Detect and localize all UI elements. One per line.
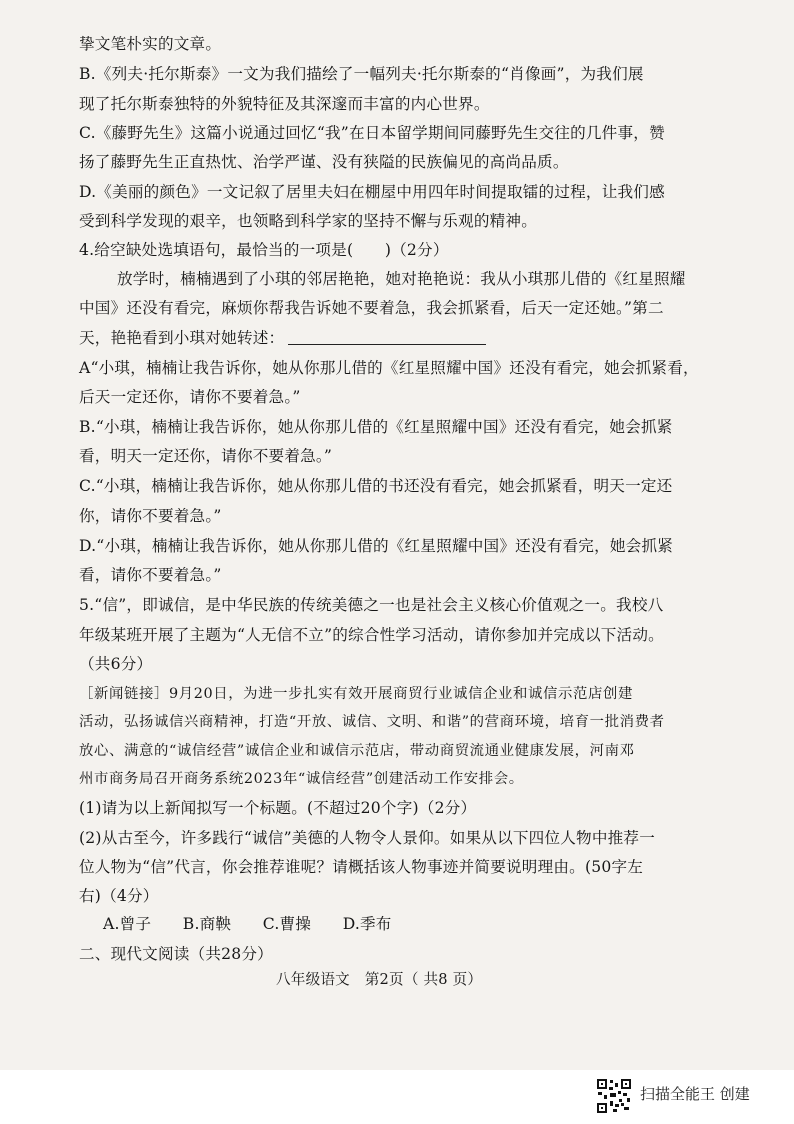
text-line: 右)（4分） xyxy=(79,887,159,905)
option-b-line: B.《列夫·托尔斯泰》一文为我们描绘了一幅列夫·托尔斯泰的“肖像画”，为我们展 xyxy=(79,65,644,83)
sub-question-1: (1)请为以上新闻拟写一个标题。(不超过20个字)（2分） xyxy=(79,799,477,817)
text-line: 年级某班开展了主题为“人无信不立”的综合性学习活动，请你参加并完成以下活动。 xyxy=(79,626,664,644)
answer-blank xyxy=(288,328,486,345)
scanner-brand-text: 扫描全能王 创建 xyxy=(640,1085,750,1103)
text-line: 后天一定还你，请你不要着急。” xyxy=(79,388,301,406)
option-d-line: D.《美丽的颜色》一文记叙了居里夫妇在棚屋中用四年时间提取镭的过程，让我们感 xyxy=(79,183,665,201)
question-4: 4.给空缺处选填语句，最恰当的一项是( )（2分） xyxy=(79,241,449,259)
points-line: （共6分） xyxy=(79,655,153,673)
text-line: 看，请你不要着急。” xyxy=(79,566,222,584)
news-link-line: ［新闻链接］9月20日，为进一步扎实有效开展商贸行业诚信企业和诚信示范店创建 xyxy=(79,686,633,702)
question-5: 5.“信”，即诚信，是中华民族的传统美德之一也是社会主义核心价值观之一。我校八 xyxy=(79,596,664,614)
passage-line: 中国》还没有看完，麻烦你帮我告诉她不要着急，我会抓紧看，后天一定还她。”第二 xyxy=(79,299,664,317)
option-c-line: C.“小琪，楠楠让我告诉你，她从你那儿借的书还没有看完，她会抓紧看，明天一定还 xyxy=(79,477,673,495)
qr-code-icon xyxy=(596,1078,632,1114)
passage-text: 天，艳艳看到小琪对她转述： xyxy=(79,329,285,347)
text-line: 受到科学发现的艰辛，也领略到科学家的坚持不懈与乐观的精神。 xyxy=(79,212,538,230)
news-line: 放心、满意的“诚信经营”诚信企业和诚信示范店，带动商贸流通业健康发展，河南邓 xyxy=(79,743,635,759)
person-choices: A.曾子 B.商鞅 C.曹操 D.季布 xyxy=(103,915,392,933)
section-heading: 二、现代文阅读（共28分） xyxy=(79,945,273,963)
option-c-line: C.《藤野先生》这篇小说通过回忆“我”在日本留学期间同藤野先生交往的几件事，赞 xyxy=(79,124,665,142)
passage-line-with-blank xyxy=(79,327,486,349)
option-a-line: A“小琪，楠楠让我告诉你，她从你那儿借的《红星照耀中国》还没有看完，她会抓紧看， xyxy=(79,359,699,377)
news-line: 州市商务局召开商务系统2023年“诚信经营”创建活动工作安排会。 xyxy=(79,771,524,787)
text-line: 扬了藤野先生正直热忱、治学严谨、没有狭隘的民族偏见的高尚品质。 xyxy=(79,153,569,171)
news-line: 活动，弘扬诚信兴商精神，打造“开放、诚信、文明、和谐”的营商环境，培育一批消费者 xyxy=(79,714,665,730)
passage-line: 放学时，楠楠遇到了小琪的邻居艳艳，她对艳艳说：我从小琪那儿借的《红星照耀 xyxy=(117,270,686,288)
sub-question-2: (2)从古至今，许多践行“诚信”美德的人物令人景仰。如果从以下四位人物中推荐一 xyxy=(79,829,656,847)
page-footer: 八年级语文 第2页（ 共8 页） xyxy=(276,971,483,988)
text-line: 挚文笔朴实的文章。 xyxy=(79,35,222,53)
text-line: 位人物为“信”代言，你会推荐谁呢？请概括该人物事迹并简要说明理由。(50字左 xyxy=(79,858,644,876)
option-d-line: D.“小琪，楠楠让我告诉你，她从你那儿借的《红星照耀中国》还没有看完，她会抓紧 xyxy=(79,537,674,555)
option-b-line: B.“小琪，楠楠让我告诉你，她从你那儿借的《红星照耀中国》还没有看完，她会抓紧 xyxy=(79,418,673,436)
text-line: 现了托尔斯泰独特的外貌特征及其深邃而丰富的内心世界。 xyxy=(79,95,490,113)
text-line: 你，请你不要着急。” xyxy=(79,507,222,525)
text-line: 看，明天一定还你，请你不要着急。” xyxy=(79,447,333,465)
